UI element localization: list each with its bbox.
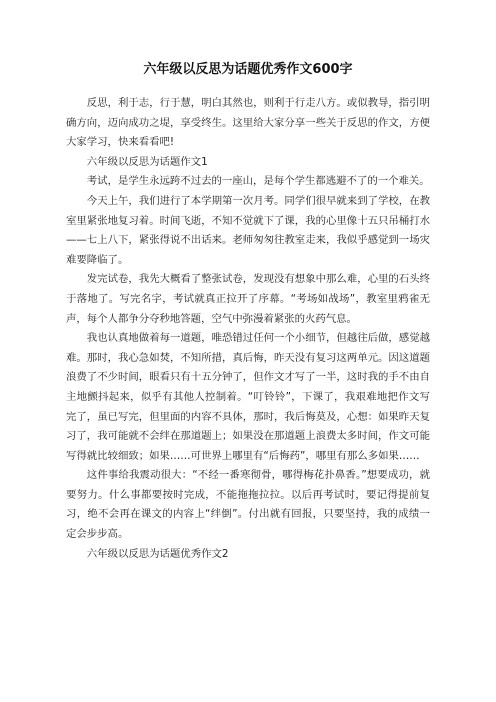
body-paragraph: 反思，利于志，行于慧，明白其然也，则利于行走八方。或似教导，指引明确方向，迈向成功之堤，享受终生。这里给大家分享一些关于反思的作文，方便大家学习，快来看看吧! (66, 97, 430, 149)
body-paragraph: 今天上午，我们进行了本学期第一次月考。同学们很早就来到了学校，在教室里紧张地复习着。时间飞逝，不知不觉就下了课，我的心里像十五只吊桶打水——七上八下，紧张得说不出话来。老师匆匆往教室走来，我似乎感觉到一场灾难要降临了。 (66, 194, 430, 266)
body-paragraph: 这件事给我震动很大：“不经一番寒彻骨，哪得梅花扑鼻香。”想要成功，就要努力。什么事都要按时完成，不能拖拖拉拉。以后再考试时，要记得提前复习，绝不会再在课文的内容上“绊倒”。付出就有回报，只要坚持，我的成绩一定会步步高。 (66, 469, 430, 541)
section-heading: 六年级以反思为话题作文1 (86, 155, 208, 168)
body-paragraph: 考试，是学生永远跨不过去的一座山，是每个学生都逃避不了的一个难关。 (86, 175, 430, 188)
document-body (66, 94, 430, 564)
body-paragraph: 我也认真地做着每一道题，唯恐错过任何一个小细节，但越往后做，感觉越难。那时，我心急如焚，不知所措，真后悔，昨天没有复习这两单元。因这道题浪费了不少时间，眼看只有十五分钟了，但作文才写了一半，这时我的手不由自主地颤抖起来，似乎有其他人控制着。“叮铃铃”，下课了，我艰难地把作文写完了，虽已写完，但里面的内容不具体，那时，我后悔莫及，心想：如果昨天复习了，我可能就不会绊在那道题上；如果没在那道题上浪费太多时间，作文可能写得就比较细致；如果……可世界上哪里有“后悔药”，哪里有那么多如果…… (66, 332, 430, 462)
body-paragraph: 发完试卷，我先大概看了整张试卷，发现没有想象中那么难，心里的石头终于落地了。写完名字，考试就真正拉开了序幕。“考场如战场”，教室里鸦雀无声，每个人都争分夺秒地答题，空气中弥漫着紧张的火药气息。 (66, 273, 430, 325)
document-title: 六年级以反思为话题优秀作文600字 (143, 62, 353, 77)
section-heading: 六年级以反思为话题优秀作文2 (86, 547, 229, 560)
